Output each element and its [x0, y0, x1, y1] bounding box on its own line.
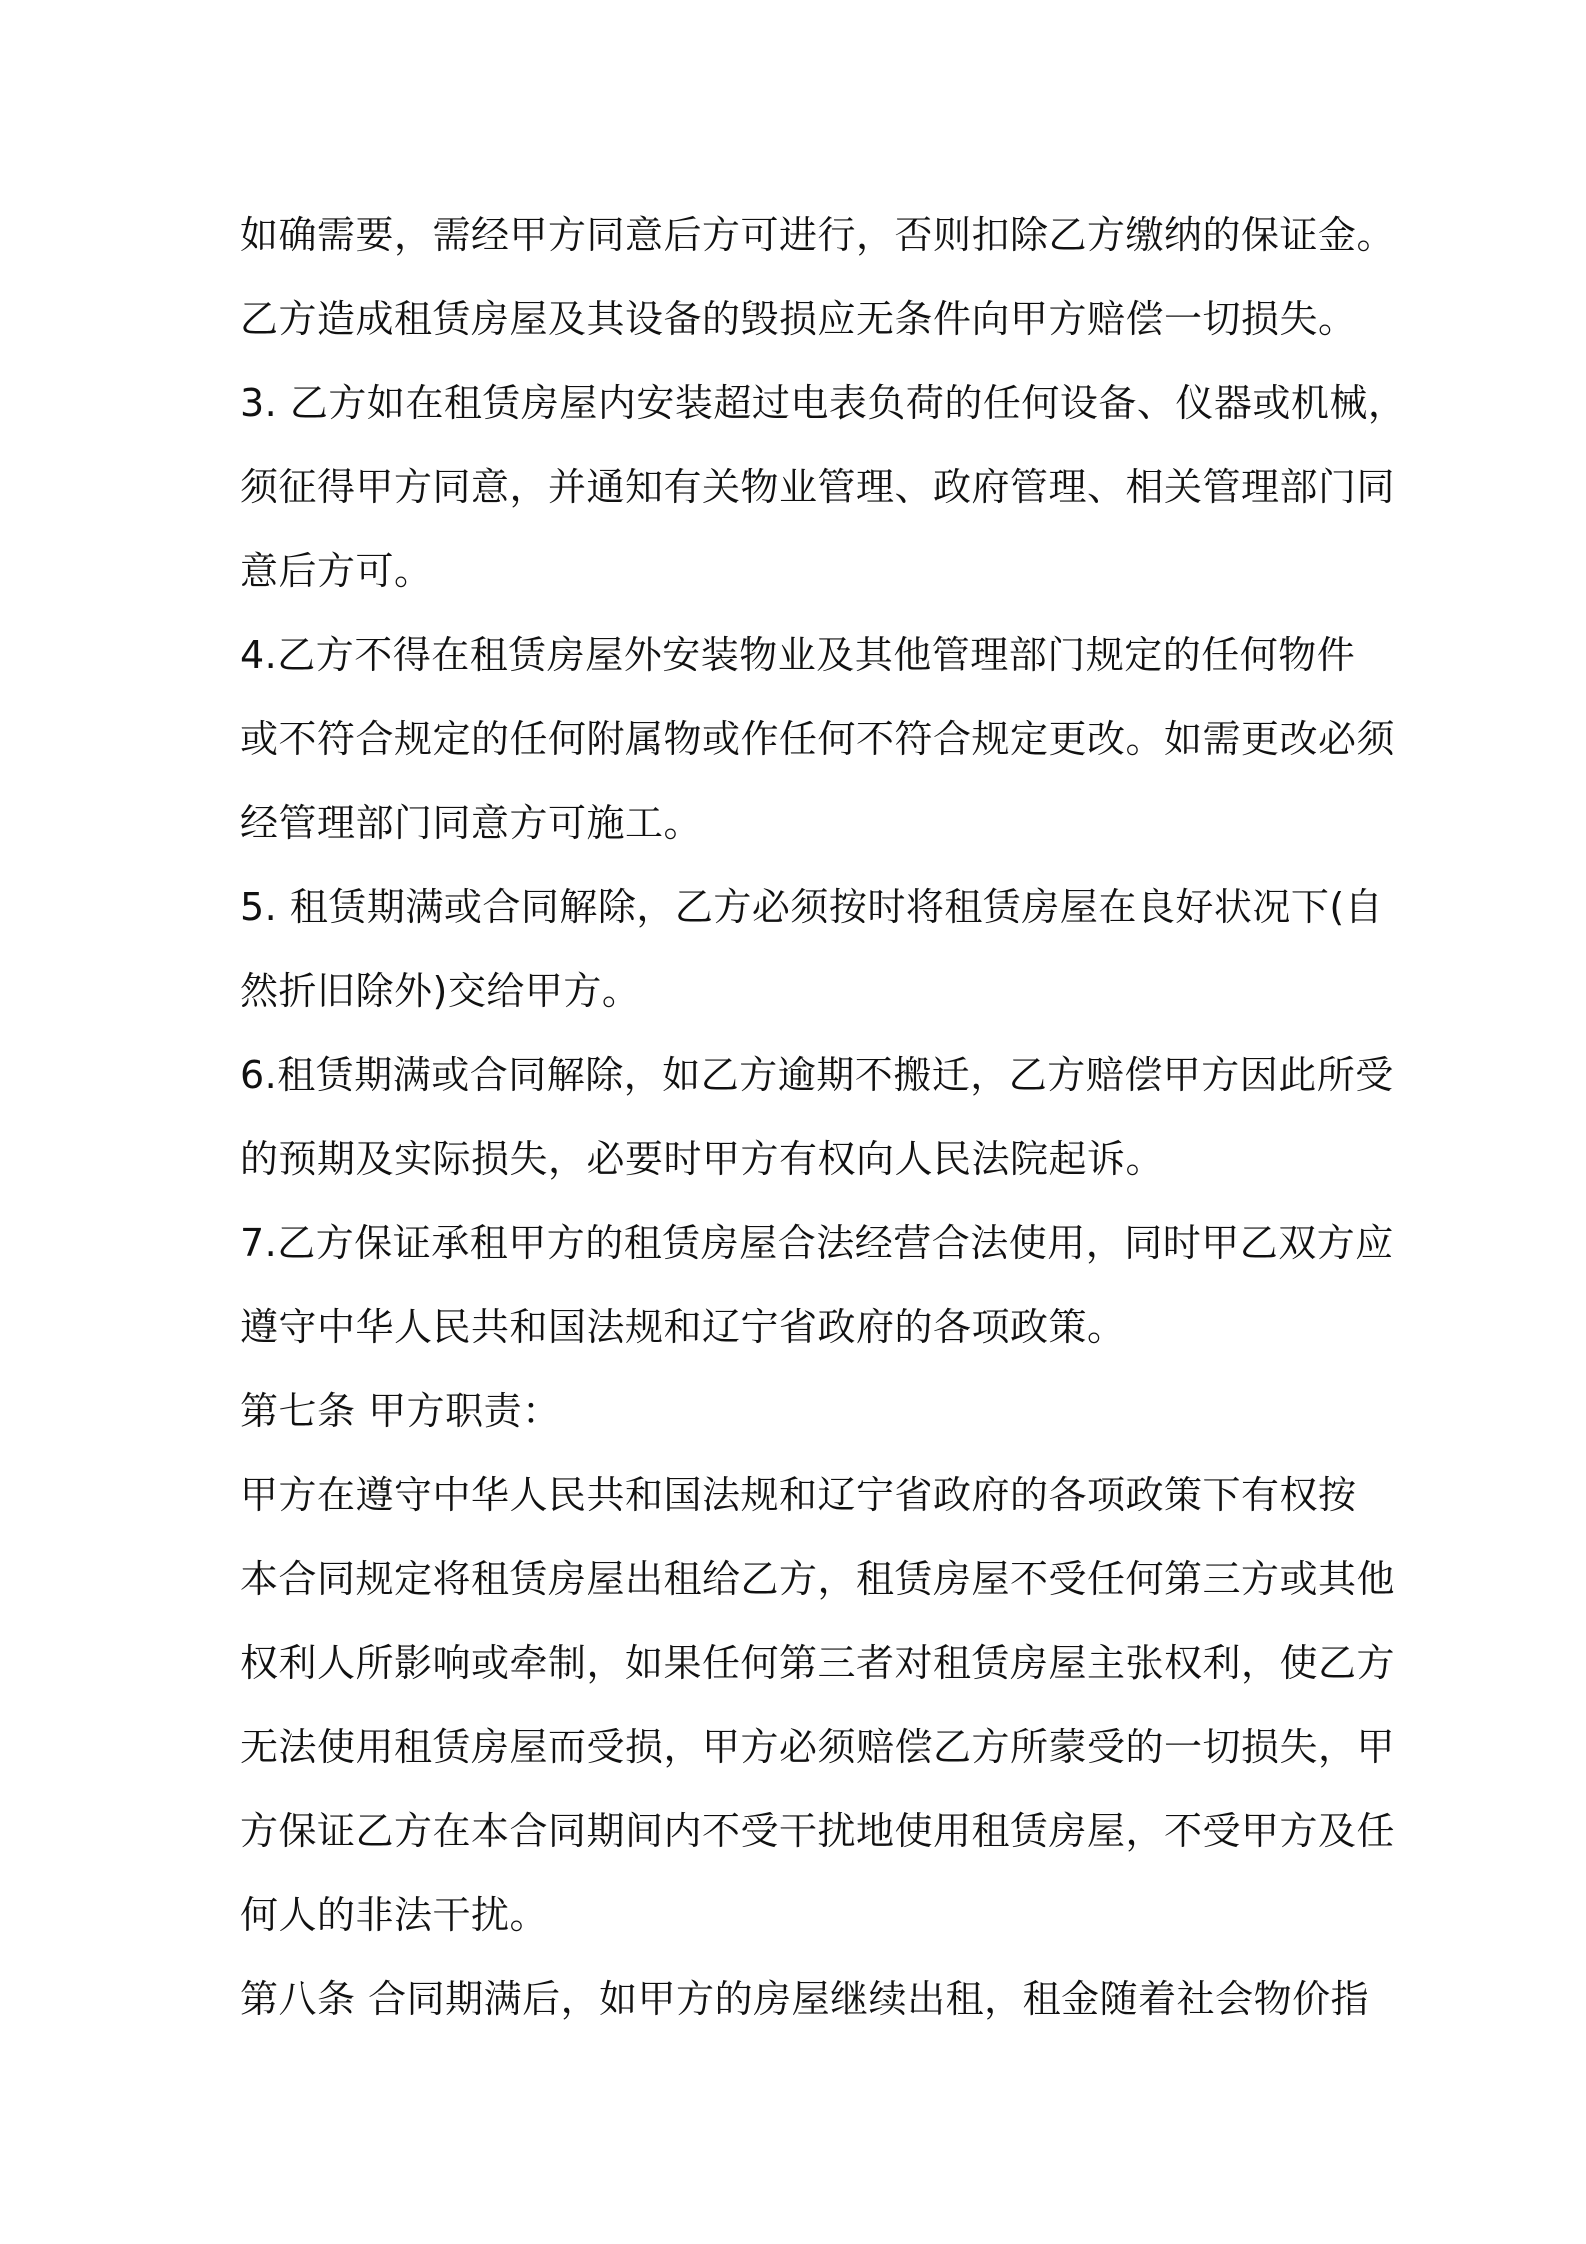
text-line: 方保证乙方在本合同期间内不受干扰地使用租赁房屋，不受甲方及任	[240, 1809, 1396, 1853]
text-line: 何人的非法干扰。	[240, 1893, 549, 1937]
text-line: 甲方在遵守中华人民共和国法规和辽宁省政府的各项政策下有权按	[240, 1473, 1357, 1517]
document-body	[240, 193, 1407, 2041]
text-line: 如确需要，需经甲方同意后方可进行，否则扣除乙方缴纳的保证金。	[240, 213, 1396, 257]
text-line: 遵守中华人民共和国法规和辽宁省政府的各项政策。	[240, 1305, 1126, 1349]
text-line: 然折旧除外)交给甲方。	[240, 969, 641, 1013]
section-heading: 第七条 甲方职责：	[240, 1389, 561, 1433]
text-line: 须征得甲方同意，并通知有关物业管理、政府管理、相关管理部门同	[240, 465, 1396, 509]
text-line: 乙方造成租赁房屋及其设备的毁损应无条件向甲方赔偿一切损失。	[240, 297, 1357, 341]
text-line: 5. 租赁期满或合同解除，乙方必须按时将租赁房屋在良好状况下(自	[240, 885, 1384, 929]
text-line: 6.租赁期满或合同解除，如乙方逾期不搬迁，乙方赔偿甲方因此所受	[240, 1053, 1394, 1097]
text-line: 经管理部门同意方可施工。	[240, 801, 703, 845]
text-line: 4.乙方不得在租赁房屋外安装物业及其他管理部门规定的任何物件	[240, 633, 1356, 677]
text-line: 的预期及实际损失，必要时甲方有权向人民法院起诉。	[240, 1137, 1165, 1181]
text-line: 3. 乙方如在租赁房屋内安装超过电表负荷的任何设备、仪器或机械，	[240, 381, 1407, 425]
text-line: 第八条 合同期满后，如甲方的房屋继续出租，租金随着社会物价指	[240, 1977, 1370, 2021]
text-line: 7.乙方保证承租甲方的租赁房屋合法经营合法使用，同时甲乙双方应	[240, 1221, 1394, 1265]
text-line: 本合同规定将租赁房屋出租给乙方，租赁房屋不受任何第三方或其他	[240, 1557, 1396, 1601]
text-line: 意后方可。	[240, 549, 433, 593]
text-line: 权利人所影响或牵制，如果任何第三者对租赁房屋主张权利，使乙方	[240, 1641, 1396, 1685]
text-line: 无法使用租赁房屋而受损，甲方必须赔偿乙方所蒙受的一切损失，甲	[240, 1725, 1396, 1769]
text-line: 或不符合规定的任何附属物或作任何不符合规定更改。如需更改必须	[240, 717, 1396, 761]
